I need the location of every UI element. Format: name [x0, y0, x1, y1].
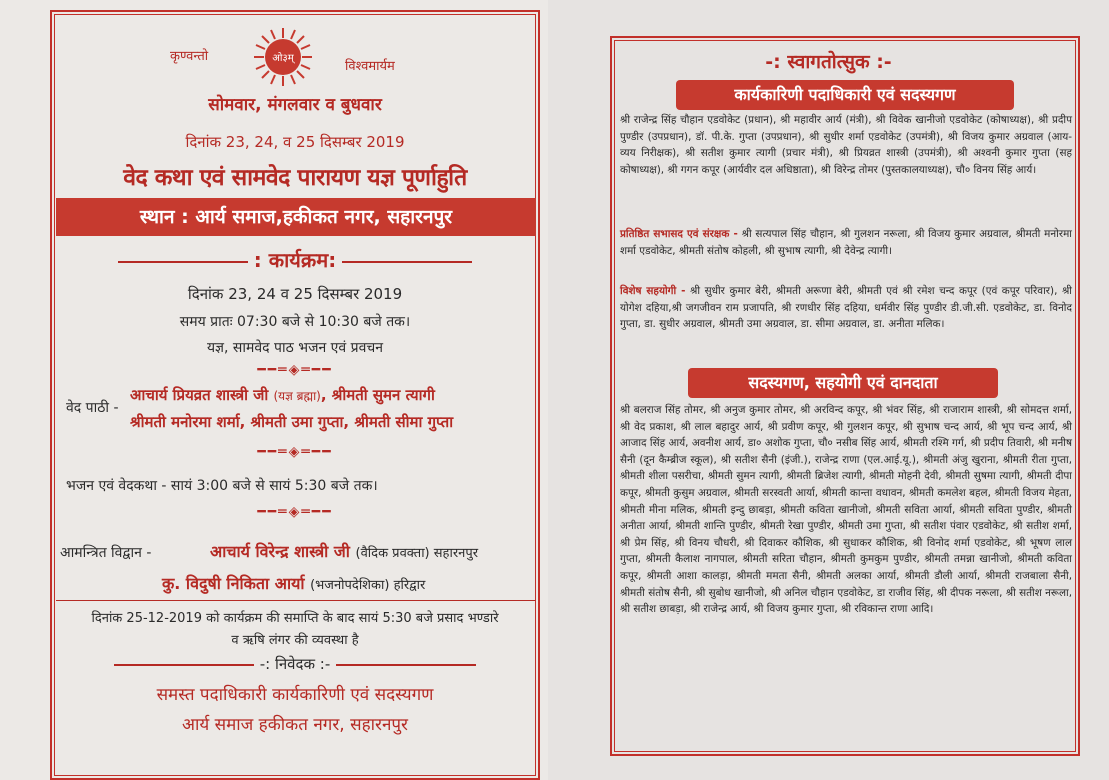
veda-pathi-role: (यज्ञ ब्रह्मा): [273, 389, 321, 403]
program-heading: [60, 246, 530, 273]
executive-band: कार्यकारिणी पदाधिकारी एवं सदस्यगण: [676, 80, 1014, 110]
nivedak-heading: [60, 654, 530, 674]
veda-pathi-line1: [130, 385, 435, 405]
invited-scholar-2: [162, 572, 425, 594]
om-text: ओ३म्: [272, 53, 294, 64]
invited-scholar-2-detail: (भजनोपदेशिका) हरिद्वार: [310, 578, 426, 593]
invited-scholars-label: आमन्त्रित विद्वान -: [60, 545, 152, 561]
ornament-divider-icon: ━━═◈═━━: [257, 362, 333, 378]
footer-line1: समस्त पदाधिकारी कार्यकारिणी एवं सदस्यगण: [156, 685, 434, 705]
nivedak-text: -: निवेदक :-: [259, 655, 331, 673]
veda-pathi-rest: , श्रीमती सुमन त्यागी: [320, 386, 435, 404]
prasad-note: [60, 608, 530, 652]
left-page: [0, 0, 548, 780]
ornament-divider-icon: ━━═◈═━━: [257, 504, 333, 520]
invited-scholar-1: [210, 540, 478, 562]
veda-pathi-line2: श्रीमती मनोरमा शर्मा, श्रीमती उमा गुप्ता, श्रीमती सीमा गुप्ता: [130, 413, 454, 431]
prasad-note-line2: व ऋषि लंगर की व्यवस्था है: [231, 633, 359, 648]
section-divider: [56, 600, 536, 601]
special-supporters-list: [620, 283, 1072, 333]
program-items: यज्ञ, सामवेद पाठ भजन एवं प्रवचन: [206, 340, 384, 356]
divider-line: [342, 261, 472, 263]
patrons-label: प्रतिष्ठित सभासद एवं संरक्षक -: [620, 228, 738, 240]
bhajan-timing: भजन एवं वेदकथा - सायं 3:00 बजे से सायं 5:30 बजे तक।: [66, 478, 378, 494]
patrons-names: श्री सत्यपाल सिंह चौहान, श्री गुलशन नरूला, श्री विजय कुमार अग्रवाल, श्रीमती मनोरमा शर्मा एडवोकेट, श्रीमती संतोष कोहली, श्री सुभाष त्यागी, श्री देवेन्द्र त्यागी।: [620, 228, 1072, 257]
motto-left: कृण्वन्तो: [170, 49, 209, 64]
program-heading-text: : कार्यक्रम:: [253, 248, 337, 272]
right-page: [548, 0, 1109, 780]
special-supporters-names: श्री सुधीर कुमार बेरी, श्रीमती अरूणा बेरी, श्रीमती एवं श्री रमेश चन्द कपूर (एवं कपूर परिवार), श्री योगेश दहिया,श्री जगजीवन राम प्रजापति, श्री रणधीर सिंह दहिया, धर्मवीर सिंह पुण्डीर डी.जी.सी. एडवोकेट, डा. विनोद गुप्ता, डा. सुधीर अग्रवाल, श्रीमती उमा अग्रवाल, डा. सीमा अग्रवाल, डा. अनीता मलिक।: [620, 285, 1072, 331]
motto-right: विश्वमार्यम: [345, 59, 395, 74]
divider-line: [118, 261, 248, 263]
invited-scholar-2-name: कु. विदुषी निकिता आर्या: [162, 574, 305, 593]
ornament-divider-icon: ━━═◈═━━: [257, 444, 333, 460]
executive-list: श्री राजेन्द्र सिंह चौहान एडवोकेट (प्रधान), श्री महावीर आर्य (मंत्री), श्री विवेक खानीजो एडवोकेट (कोषाध्यक्ष), श्री प्रदीप पुण्डीर (उपप्रधान), डॉ. पी.के. गुप्ता (उपप्रधान), श्री सुधीर शर्मा एडवोकेट (उपमंत्री), श्री विजय कुमार अग्रवाल (आय-व्यय निरीक्षक), श्री सतीश कुमार त्यागी (प्रचार मंत्री), श्री प्रियव्रत शास्त्री (उपमंत्री), श्री अश्वनी कुमार गुप्ता (सह कोषाध्यक्ष), श्री गगन कपूर (आर्यवीर दल अधिष्ठाता), श्री विरेन्द्र तोमर (पुस्तकालयाध्यक्ष), चौ० विनय सिंह आर्य।: [620, 114, 1072, 176]
program-time: समय प्रातः 07:30 बजे से 10:30 बजे तक।: [179, 314, 411, 330]
venue-band: स्थान : आर्य समाज,हकीकत नगर, सहारनपुर: [56, 198, 536, 236]
event-dates: दिनांक 23, 24, व 25 दिसम्बर 2019: [185, 133, 405, 151]
prasad-note-line1: दिनांक 25-12-2019 को कार्यक्रम की समाप्ति के बाद सायं 5:30 बजे प्रसाद भण्डारे: [91, 611, 499, 626]
veda-pathi-acharya: आचार्य प्रियव्रत शास्त्री जी: [130, 386, 269, 404]
welcome-heading: -: स्वागतोत्सुक :-: [765, 51, 892, 73]
divider-line: [336, 664, 476, 666]
members-list: श्री बलराज सिंह तोमर, श्री अनुज कुमार तोमर, श्री अरविन्द कपूर, श्री भंवर सिंह, श्री राजाराम शास्त्री, श्री सोमदत्त शर्मा, श्री वेद प्रकाश, श्री लाल बहादुर आर्य, श्री प्रवीण कपूर, श्री गुलशन कपूर, श्री सुभाष चन्द आर्य, श्री भूप चन्द आर्य, श्री आजाद सिंह आर्य, अवनीश आर्य, डा० अशोक गुप्ता, चौ० नसीब सिंह आर्य, श्रीमती रश्मि गर्ग, श्री प्रदीप तिवारी, श्री मनीष सैनी (दून कैम्ब्रीज स्कूल), श्री सतीश सैनी (इंजी.), राजेन्द्र राणा (एल.आई.यू.), श्रीमती अंजु खुराना, श्रीमती रीता गुप्ता, श्रीमती शीला पसरीचा, श्रीमती सुमन त्यागी, श्रीमती ब्रिजेश त्यागी, श्रीमती मोहनी देवी, श्रीमती सुषमा त्यागी, श्रीमती दीपा कपूर, श्रीमती कुसुम अग्रवाल, श्रीमती सरस्वती आर्या, श्रीमती कान्ता वधावन, श्रीमती कमलेश बहल, श्रीमती विजय मेहता, श्रीमती मीना मलिक, श्रीमती इन्दु छाबड़ा, श्रीमती कविता खानीजो, श्रीमती सविता आर्या, श्रीमती सविता पुण्डीर, श्रीमती अनीता आर्या, श्रीमती शान्ति पुण्डीर, श्रीमती रेखा पुण्डीर, श्रीमती उमा गुप्ता, श्री सतीश पंवार एडवोकेट, श्री सतीश शर्मा, श्री प्रेम सिंह, श्री विनय चौधरी, श्री दिवाकर कौशिक, श्री सुधाकर कौशिक, श्री विनोद शर्मा एडवोकेट, श्री भूषण लाल गुप्ता, श्रीमती कैलाश नागपाल, श्रीमती सरिता चौहान, श्रीमती कुमकुम पुण्डीर, श्रीमती तमन्ना खानीजो, श्रीमती कविता कपूर, श्रीमती आशा कालड़ा, श्रीमती ममता सैनी, श्रीमती अलका आर्या, श्रीमती डौली आर्या, श्रीमती राजबाला सैनी, श्रीमती संतोष सैनी, श्री सुबोध खानीजो, श्री अनिल चौहान एडवोकेट, डा राजीव सिंह, श्री दीपक नरूला, श्री सतीश नरूला, श्री सतीश छाबड़ा, श्री राजेन्द्र आर्य, श्री विजय कुमार गुप्ता, श्री रविकान्त राणा आदि।: [620, 404, 1072, 616]
footer-line2: आर्य समाज हकीकत नगर, सहारनपुर: [181, 715, 409, 735]
veda-pathi-label: वेद पाठी -: [66, 400, 119, 416]
divider-line: [114, 664, 254, 666]
members-band: सदस्यगण, सहयोगी एवं दानदाता: [688, 368, 998, 398]
invited-scholar-1-detail: (वैदिक प्रवक्ता) सहारनपुर: [355, 546, 479, 561]
event-days: सोमवार, मंगलवार व बुधवार: [208, 95, 382, 115]
om-sun-icon: [252, 26, 314, 88]
event-title: वेद कथा एवं सामवेद पारायण यज्ञ पूर्णाहुति: [123, 165, 467, 191]
program-date: दिनांक 23, 24 व 25 दिसम्बर 2019: [187, 285, 403, 303]
special-supporters-label: विशेष सहयोगी -: [620, 285, 686, 297]
patrons-list: [620, 226, 1072, 259]
invited-scholar-1-name: आचार्य विरेन्द्र शास्त्री जी: [210, 542, 350, 561]
